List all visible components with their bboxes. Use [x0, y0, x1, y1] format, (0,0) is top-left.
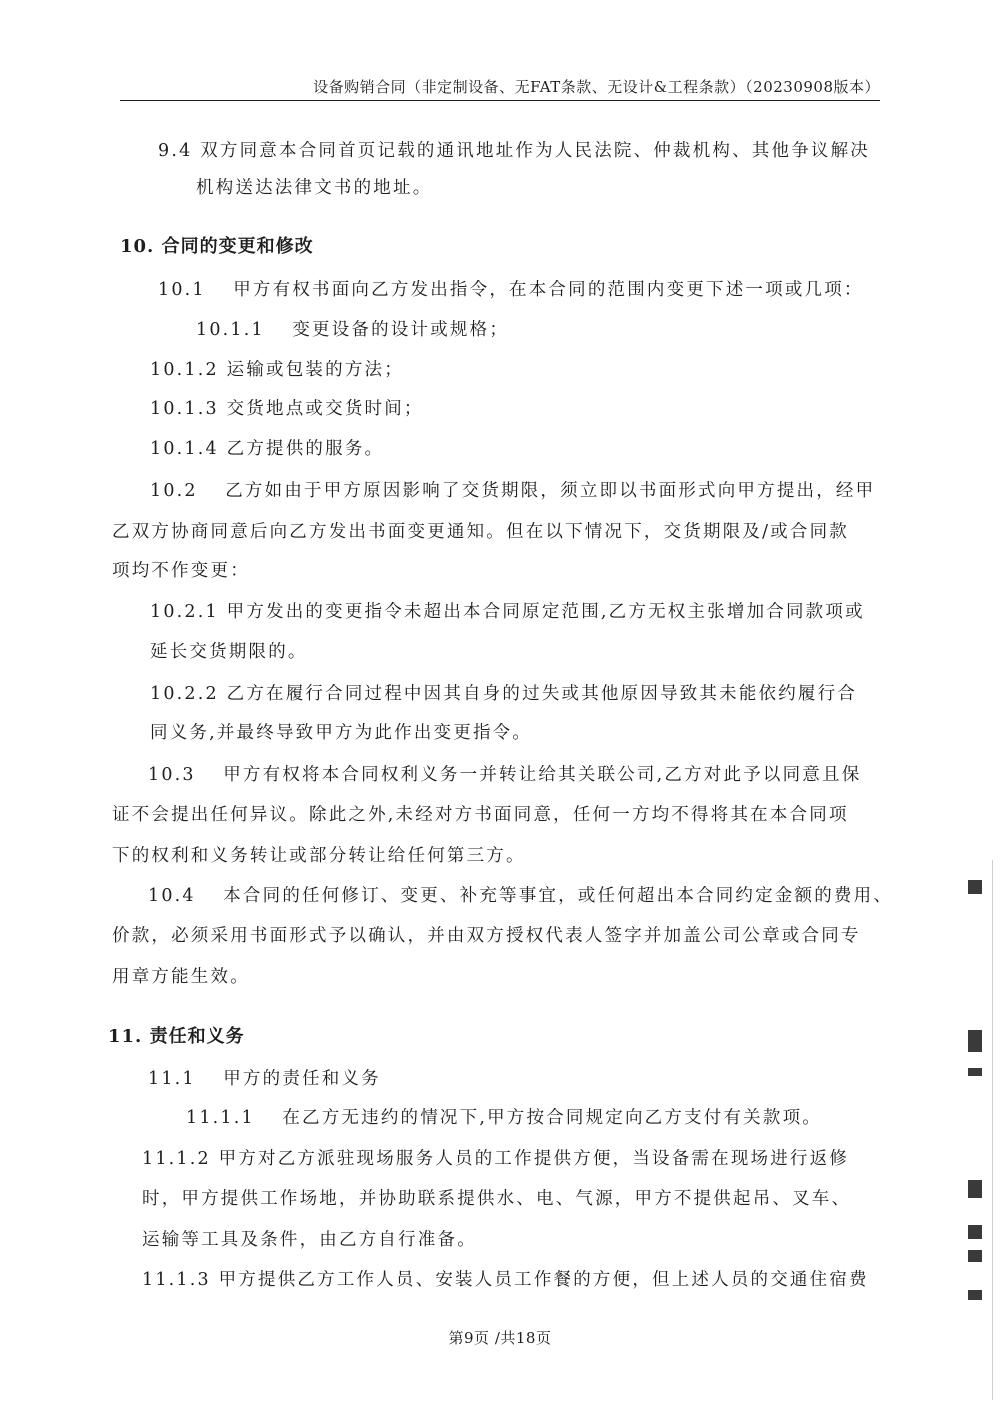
clause-10-2-2-line-1: 10.2.2 乙方在履行合同过程中因其自身的过失或其他原因导致其未能依约履行合 [150, 684, 858, 704]
clause-10-2-line-1: 10.2 乙方如由于甲方原因影响了交货期限，须立即以书面形式向甲方提出，经甲 [150, 481, 876, 501]
clause-10-4-line-2: 价款，必须采用书面形式予以确认，并由双方授权代表人签字并加盖公司公章或合同专 [112, 926, 861, 946]
clause-10-1-4: 10.1.4 乙方提供的服务。 [150, 439, 385, 459]
scan-edge-mark [968, 1180, 982, 1198]
clause-11-1-2-line-1: 11.1.2 甲方对乙方派驻现场服务人员的工作提供方便，当设备需在现场进行返修 [142, 1149, 850, 1169]
clause-10-4-line-1: 10.4 本合同的任何修订、变更、补充等事宜，或任何超出本合同约定金额的费用、 [148, 886, 894, 906]
clause-10-1: 10.1 甲方有权书面向乙方发出指令，在本合同的范围内变更下述一项或几项： [158, 280, 864, 300]
clause-11-1-2-line-2: 时，甲方提供工作场地，并协助联系提供水、电、气源，甲方不提供起吊、叉车、 [142, 1189, 852, 1209]
clause-10-2-2-line-2: 同义务,并最终导致甲方为此作出变更指令。 [150, 723, 533, 743]
clause-10-2-line-2: 乙双方协商同意后向乙方发出书面变更通知。但在以下情况下，交货期限及/或合同款 [112, 522, 849, 542]
scan-edge-mark [968, 1250, 982, 1262]
scan-edge-mark [968, 1225, 982, 1239]
section-11-heading: 11. 责任和义务 [108, 1026, 245, 1047]
clause-10-2-line-3: 项均不作变更： [112, 561, 250, 581]
clause-10-1-2: 10.1.2 运输或包装的方法； [150, 360, 404, 380]
clause-10-3-line-3: 下的权利和义务转让或部分转让给任何第三方。 [112, 846, 526, 866]
page-number: 第9页 /共18页 [448, 1329, 552, 1347]
clause-10-3-line-1: 10.3 甲方有权将本合同权利义务一并转让给其关联公司,乙方对此予以同意且保 [148, 765, 862, 785]
clause-11-1-1: 11.1.1 在乙方无违约的情况下,甲方按合同规定向乙方支付有关款项。 [186, 1108, 822, 1128]
scan-edge-line [992, 860, 993, 1400]
clause-10-2-1-line-1: 10.2.1 甲方发出的变更指令未超出本合同原定范围,乙方无权主张增加合同款项或 [150, 602, 865, 622]
clause-11-1-3-line-1: 11.1.3 甲方提供乙方工作人员、安装人员工作餐的方便，但上述人员的交通住宿费 [142, 1270, 869, 1290]
running-header: 设备购销合同（非定制设备、无FAT条款、无设计&工程条款）（20230908版本） [313, 78, 880, 96]
clause-11-1-2-line-3: 运输等工具及条件，由乙方自行准备。 [142, 1230, 477, 1250]
clause-9-4-line-2: 机构送达法律文书的地址。 [196, 178, 433, 198]
clause-10-2-1-line-2: 延长交货期限的。 [150, 642, 308, 662]
clause-9-4-line-1: 9.4 双方同意本合同首页记载的通讯地址作为人民法院、仲裁机构、其他争议解决 [158, 141, 870, 161]
scan-edge-mark [968, 1030, 982, 1052]
scan-edge-mark [968, 1068, 982, 1076]
section-10-heading: 10. 合同的变更和修改 [120, 236, 314, 257]
clause-10-1-3: 10.1.3 交货地点或交货时间； [150, 399, 424, 419]
clause-10-3-line-2: 证不会提出任何异议。除此之外,未经对方书面同意，任何一方均不得将其在本合同项 [112, 805, 849, 825]
clause-10-1-1: 10.1.1 变更设备的设计或规格； [196, 320, 510, 340]
scan-edge-mark [968, 880, 982, 894]
header-rule [120, 100, 880, 101]
scan-edge-mark [968, 1290, 982, 1300]
clause-11-1: 11.1 甲方的责任和义务 [148, 1069, 381, 1089]
clause-10-4-line-3: 用章方能生效。 [112, 967, 250, 987]
